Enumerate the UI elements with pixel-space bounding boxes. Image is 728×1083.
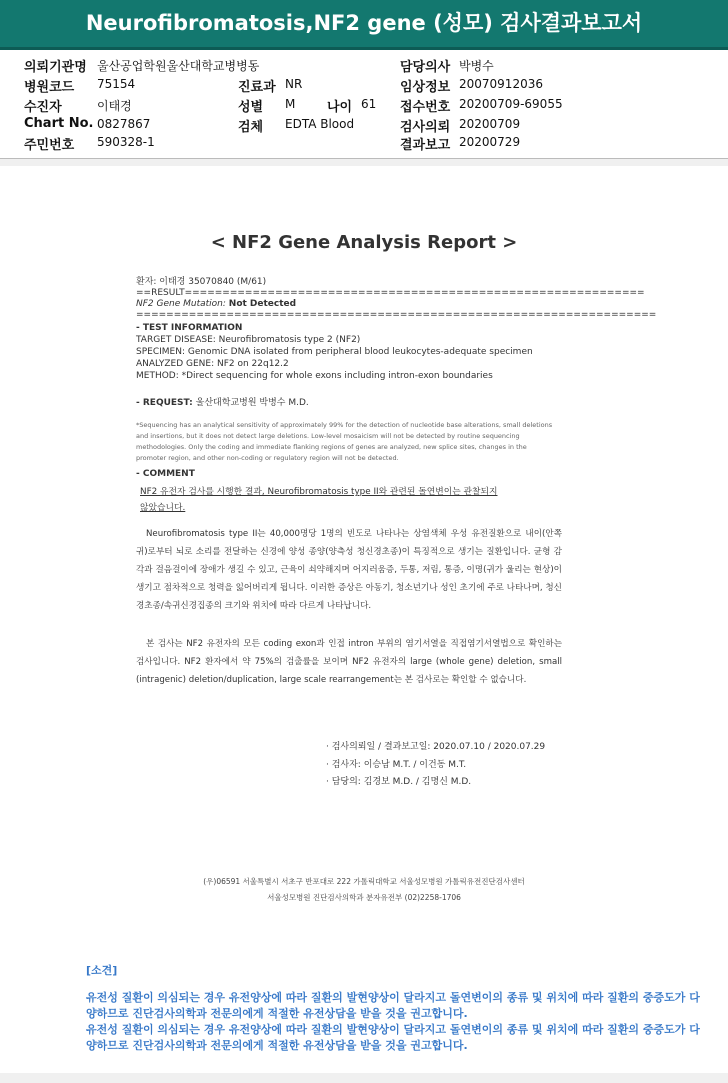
receipt-value: 20200709-69055 xyxy=(459,97,563,111)
notes-paragraph-1: 유전성 질환이 의심되는 경우 유전양상에 따라 질환의 발현양상이 달라지고 돌연변이의 종류 및 위치에 따라 질환의 중증도가 다양하므로 진단검사의학과 전문의에게 적절한 유전상담을 받을 것을 권고합니다. xyxy=(86,991,700,1020)
request-date-label: 검사의뢰 xyxy=(400,120,451,135)
signature-technicians: · 검사자: 이승남 M.T. / 이건동 M.T. xyxy=(326,760,467,770)
physician-label: 담당의사 xyxy=(400,60,451,75)
patient-info-header xyxy=(0,50,728,159)
mutation-label: NF2 Gene Mutation: xyxy=(136,299,226,309)
specimen-line: SPECIMEN: Genomic DNA isolated from peripheral blood leukocytes-adequate specimen xyxy=(136,347,533,357)
dept-value: NR xyxy=(285,77,303,91)
notes-paragraph-2: 유전성 질환이 의심되는 경우 유전양상에 따라 질환의 발현양상이 달라지고 돌연변이의 종류 및 위치에 따라 질환의 중증도가 다양하므로 진단검사의학과 전문의에게 적절한 유전상담을 받을 것을 권고합니다. xyxy=(86,1023,700,1052)
chart-no-value: 0827867 xyxy=(97,117,151,131)
signature-physicians: · 담당의: 김경보 M.D. / 김명신 M.D. xyxy=(326,777,472,787)
hospital-code-label: 병원코드 xyxy=(24,80,75,95)
report-date-label: 결과보고 xyxy=(400,138,451,153)
comment-line-2: 않았습니다. xyxy=(140,503,186,513)
mutation-value: Not Detected xyxy=(228,299,297,309)
hospital-code-value: 75154 xyxy=(97,77,136,91)
chart-no-label: Chart No. xyxy=(24,116,94,131)
clinical-info-value: 20070912036 xyxy=(459,77,543,91)
receipt-label: 접수번호 xyxy=(400,100,451,115)
report-title: < NF2 Gene Analysis Report > xyxy=(210,232,518,253)
comment-heading: - COMMENT xyxy=(136,469,195,479)
patient-line: 환자: 이태경 35070840 (M/61) xyxy=(136,277,267,287)
dept-label: 진료과 xyxy=(238,80,276,95)
method-line: METHOD: *Direct sequencing for whole exons including intron-exon boundaries xyxy=(136,371,493,381)
report-banner xyxy=(0,0,728,50)
request-line xyxy=(136,395,309,408)
target-disease: TARGET DISEASE: Neurofibromatosis type 2 (NF2) xyxy=(136,335,361,345)
signature-dates: · 검사의뢰일 / 결과보고일: 2020.07.10 / 2020.07.29 xyxy=(326,742,546,752)
sex-label: 성별 xyxy=(238,100,264,115)
resident-no-value: 590328-1 xyxy=(97,135,155,149)
patient-value: 이태경 xyxy=(97,99,132,113)
referral-value: 울산공업학원울산대학교병병동 xyxy=(97,59,260,73)
mutation-line xyxy=(136,299,296,309)
report-date-value: 20200729 xyxy=(459,135,521,149)
referral-label: 의뢰기관명 xyxy=(24,60,87,75)
result-divider: ==RESULT============================================================= xyxy=(136,288,645,298)
equals-divider: ===================================================================== xyxy=(136,310,657,320)
test-info-heading: - TEST INFORMATION xyxy=(136,323,243,333)
specimen-value: EDTA Blood xyxy=(285,117,355,131)
test-description: 본 검사는 NF2 유전자의 모든 coding exon과 인접 intron 부위의 염기서열을 직접염기서열법으로 확인하는 검사입니다. NF2 환자에서 약 75%의 검출률을 보이며 NF2 유전자의 large (whole gene) deletion, small (intragenic) deletion/duplication, large scale rearrangement는 본 검사로는 확인할 수 없습니다. xyxy=(136,639,562,685)
comment-line-1: NF2 유전자 검사를 시행한 결과, Neurofibromatosis type II와 관련된 돌연변이는 관찰되지 xyxy=(140,487,498,497)
request-date-value: 20200709 xyxy=(459,117,521,131)
specimen-label: 검체 xyxy=(238,120,264,135)
analyzed-gene: ANALYZED GENE: NF2 on 22q12.2 xyxy=(136,359,289,369)
sequencing-footnote: *Sequencing has an analytical sensitivity of approximately 99% for the detection of nucleotide base alterations, small deletions and insertions, but it does not detect large deletions. Low-level mosaicism will not be detected by routine sequencing methodologies. Only the coding and immediate flanking regions of genes are analyzed, new splice sites, changes in the promoter region, and other non-coding or regulatory region will not be detected. xyxy=(136,421,553,462)
disease-description: Neurofibromatosis type II는 40,000명당 1명의 빈도로 나타나는 상염색체 우성 유전질환으로 내이(안쪽 귀)로부터 뇌로 소리를 전달하는 신경에 양성 종양(양측성 청신경초종)이 특징적으로 생기는 질환입니다. 균형 감각과 걸음걸이에 장애가 생길 수 있고, 근육이 쇠약해지며 어지러움증, 두통, 저림, 통증, 이명(귀가 울리는 현상)이 생기고 점차적으로 청력을 잃어버리게 됩니다. 이러한 증상은 아동기, 청소년기나 성인 초기에 주로 나타나며, 청신경초종/속귀신경집종의 크기와 위치에 따라 다르게 나타납니다. xyxy=(136,529,562,611)
request-heading: - REQUEST: xyxy=(136,398,193,408)
notes-title: [소견] xyxy=(86,964,118,977)
sex-value: M xyxy=(285,97,296,111)
age-value: 61 xyxy=(361,97,377,111)
resident-no-label: 주민번호 xyxy=(24,138,75,153)
age-label: 나이 xyxy=(327,100,353,115)
clinical-info-label: 임상정보 xyxy=(400,80,451,95)
scanned-report xyxy=(0,166,728,1073)
banner-title: Neurofibromatosis,NF2 gene (성모) 검사결과보고서 xyxy=(85,11,643,35)
request-value: 울산대학교병원 박병수 M.D. xyxy=(195,398,309,408)
address-line-2: 서울성모병원 진단검사의학과 분자유전부 (02)2258-1706 xyxy=(267,893,461,902)
notes-text xyxy=(86,990,706,1054)
patient-label: 수진자 xyxy=(24,100,62,115)
address-line-1: (우)06591 서울특별시 서초구 반포대로 222 가톨릭대학교 서울성모병원 가톨릭유전진단검사센터 xyxy=(203,877,525,886)
physician-value: 박병수 xyxy=(459,59,494,73)
